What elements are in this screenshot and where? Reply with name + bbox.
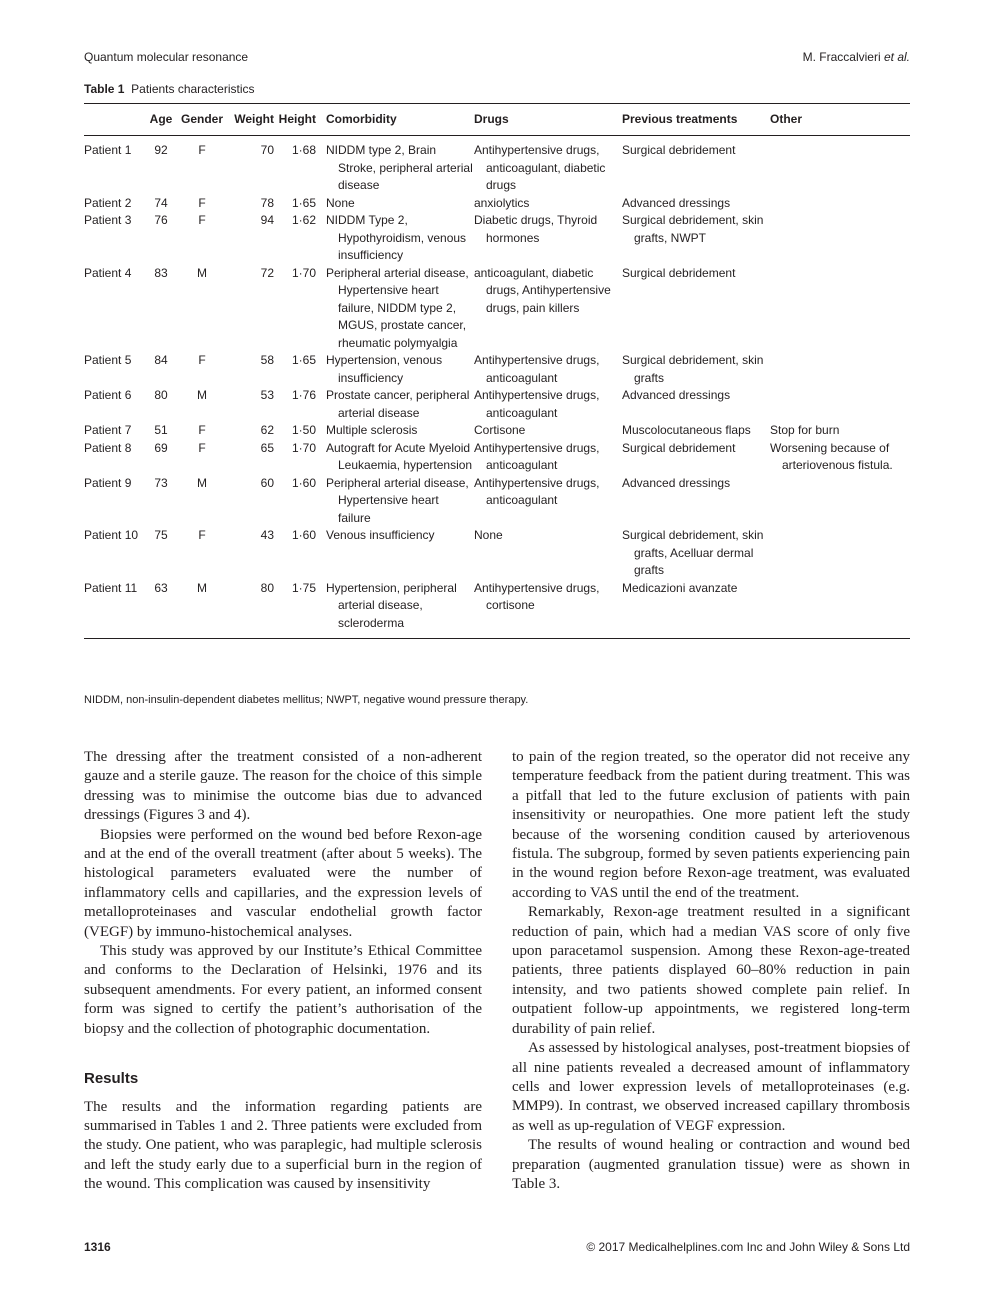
cell-comorbidity: Peripheral arterial disease, Hypertensive heart failure, NIDDM type 2, MGUS, prostate cancer, rheumatic polymyalgia	[326, 265, 469, 350]
cell-height: 1·70	[291, 440, 316, 455]
header-previous-treatments: Previous treatments	[622, 111, 738, 126]
cell-age: 80	[154, 388, 168, 402]
cell-age: 69	[154, 440, 168, 455]
cell-age: 92	[154, 143, 168, 157]
cell-other	[770, 212, 910, 265]
cell-weight: 80	[260, 580, 274, 595]
cell-other	[770, 527, 910, 580]
cell-drugs: Antihypertensive drugs, anticoagulant, diabetic drugs	[474, 143, 606, 192]
cell-drugs: None	[474, 528, 503, 542]
cell-patient: Patient 9	[84, 475, 132, 490]
header-comorbidity: Comorbidity	[326, 111, 397, 126]
cell-height: 1·60	[291, 475, 316, 490]
cell-weight: 53	[260, 388, 274, 402]
cell-patient: Patient 5	[84, 353, 132, 367]
header-drugs: Drugs	[474, 111, 509, 126]
right-column	[512, 748, 910, 1194]
cell-other	[770, 352, 910, 387]
table-label: Table 1	[84, 82, 125, 96]
page-number: 1316	[84, 1240, 111, 1254]
cell-gender: F	[198, 353, 206, 367]
cell-previous-treatments: Surgical debridement	[622, 440, 736, 455]
cell-previous-treatments: Surgical debridement, skin grafts, NWPT	[622, 213, 764, 245]
cell-patient: Patient 6	[84, 388, 132, 402]
cell-other	[770, 475, 910, 528]
cell-gender: F	[198, 195, 206, 210]
running-head	[84, 50, 910, 68]
results-heading: Results	[84, 1070, 139, 1088]
body-paragraph: Remarkably, Rexon-age treatment resulted in a significant reduction of pain, which had a median VAS score of only five upon paracetamol suspension. Among these Rexon-age-treated patients, three patients displayed 60–80% reduction in pain intensity, and two patients showed complete pain relief. In outpatient follow-up appointments, we registered long-term durability of pain relief.	[512, 904, 910, 1037]
cell-age: 63	[154, 580, 168, 595]
table-row	[84, 387, 910, 422]
cell-previous-treatments: Medicazioni avanzate	[622, 580, 738, 595]
cell-weight: 94	[260, 213, 274, 227]
cell-gender: M	[197, 388, 207, 402]
cell-gender: F	[198, 423, 206, 437]
cell-other: Stop for burn	[770, 423, 840, 437]
cell-previous-treatments: Advanced dressings	[622, 388, 731, 402]
table-row	[84, 136, 910, 195]
cell-gender: F	[198, 528, 206, 542]
cell-weight: 70	[260, 143, 274, 157]
table-row	[84, 527, 910, 580]
table-row	[84, 422, 910, 440]
cell-comorbidity: Prostate cancer, peripheral arterial disease	[326, 388, 470, 420]
table-row	[84, 440, 910, 475]
left-column	[84, 748, 482, 1195]
cell-comorbidity: Peripheral arterial disease, Hypertensive heart failure	[326, 475, 469, 525]
cell-age: 73	[154, 475, 168, 490]
cell-drugs: Diabetic drugs, Thyroid hormones	[474, 213, 598, 245]
cell-weight: 62	[260, 423, 274, 437]
cell-height: 1·62	[291, 213, 316, 227]
cell-gender: F	[198, 213, 206, 227]
table-row	[84, 475, 910, 528]
header-patient	[84, 104, 146, 136]
table-row	[84, 265, 910, 353]
cell-gender: F	[198, 440, 206, 455]
cell-patient: Patient 7	[84, 423, 132, 437]
body-paragraph: The results and the information regarding patients are summarised in Tables 1 and 2. Three patients were excluded from the study. One patient, who was paraplegic, had multiple sclerosis and left the study early due to a superficial burn in the region of the wound. This complication was caused by insensitivity	[84, 1098, 482, 1193]
cell-drugs: anticoagulant, diabetic drugs, Antihypertensive drugs, pain killers	[474, 265, 611, 315]
body-paragraph: The dressing after the treatment consisted of a non-adherent gauze and a sterile gauze. The reason for the choice of this simple dressing was to minimise the outcome bias due to advanced dressings (Figures 3 and 4).	[84, 749, 482, 824]
cell-comorbidity: Venous insufficiency	[326, 528, 435, 542]
cell-comorbidity: NIDDM type 2, Brain Stroke, peripheral arterial disease	[326, 143, 473, 192]
patients-table	[84, 103, 910, 639]
table-row	[84, 580, 910, 639]
cell-other	[770, 195, 910, 213]
body-paragraph: to pain of the region treated, so the operator did not receive any temperature feedback from the patient during treatment. This was a pitfall that led to the future exclusion of patients with pain insensitivity or neuropathies. One more patient left the study because of the worsening condition caused by arteriovenous fistula. The subgroup, formed by seven patients experiencing pain in the wound region before Rexon-age treatment, was evaluated according to VAS until the end of the treatment.	[512, 749, 910, 901]
cell-patient: Patient 4	[84, 265, 132, 280]
table-title: Patients characteristics	[131, 82, 255, 96]
cell-previous-treatments: Advanced dressings	[622, 195, 731, 210]
cell-other	[770, 580, 910, 639]
cell-weight: 65	[260, 440, 274, 455]
cell-drugs: anxiolytics	[474, 195, 530, 210]
cell-weight: 60	[260, 475, 274, 490]
cell-previous-treatments: Surgical debridement, skin grafts	[622, 353, 764, 385]
table-body	[84, 136, 910, 639]
cell-gender: F	[198, 143, 206, 157]
cell-other	[770, 265, 910, 353]
cell-age: 51	[154, 423, 168, 437]
cell-patient: Patient 11	[84, 580, 138, 595]
table-row	[84, 352, 910, 387]
cell-drugs: Antihypertensive drugs, anticoagulant	[474, 353, 600, 385]
cell-comorbidity: Hypertension, peripheral arterial disease, scleroderma	[326, 580, 457, 630]
cell-comorbidity: Multiple sclerosis	[326, 423, 418, 437]
cell-height: 1·60	[291, 528, 316, 542]
author-running-head: M. Fraccalvieri et al.	[802, 50, 910, 64]
cell-previous-treatments: Surgical debridement	[622, 265, 736, 280]
cell-patient: Patient 10	[84, 528, 139, 542]
header-weight: Weight	[234, 111, 274, 126]
cell-patient: Patient 3	[84, 213, 132, 227]
header-other: Other	[770, 111, 803, 126]
table-caption	[84, 82, 255, 96]
table-footnote: NIDDM, non-insulin-dependent diabetes mellitus; NWPT, negative wound pressure therapy.	[84, 694, 529, 706]
cell-patient: Patient 2	[84, 195, 132, 210]
cell-other	[770, 136, 910, 195]
cell-drugs: Antihypertensive drugs, cortisone	[474, 580, 600, 612]
patients-table-container	[84, 103, 910, 639]
cell-height: 1·68	[291, 143, 316, 157]
cell-weight: 58	[260, 353, 274, 367]
cell-weight: 43	[260, 528, 274, 542]
header-gender: Gender	[180, 111, 223, 126]
journal-section-title: Quantum molecular resonance	[84, 50, 249, 64]
cell-patient: Patient 8	[84, 440, 132, 455]
table-row	[84, 212, 910, 265]
cell-previous-treatments: Surgical debridement	[622, 143, 736, 157]
copyright-notice: © 2017 Medicalhelplines.com Inc and John Wiley & Sons Ltd	[586, 1240, 910, 1254]
header-age: Age	[149, 111, 173, 126]
table-header-row	[84, 104, 910, 136]
body-paragraph: Biopsies were performed on the wound bed before Rexon-age and at the end of the overall treatment (after about 5 weeks). The histological parameters evaluated were the number of inflammatory cells and capillaries, and the expression levels of metalloproteinases and vascular endothelial growth factor (VEGF) by immuno-histochemical analyses.	[84, 826, 482, 940]
cell-height: 1·76	[291, 388, 316, 402]
cell-age: 74	[154, 195, 168, 210]
cell-drugs: Cortisone	[474, 423, 526, 437]
body-paragraph: As assessed by histological analyses, post-treatment biopsies of all nine patients revealed a decreased amount of inflammatory cells and lower expression levels of metalloproteinases (e.g. MMP9). In contrast, we observed increased capillary thrombosis as well as up-regulation of VEGF expression.	[512, 1040, 910, 1134]
cell-gender: M	[197, 265, 207, 280]
table-row	[84, 195, 910, 213]
cell-height: 1·70	[291, 265, 316, 280]
cell-drugs: Antihypertensive drugs, anticoagulant	[474, 475, 600, 507]
cell-previous-treatments: Muscolocutaneous flaps	[622, 423, 751, 437]
cell-previous-treatments: Advanced dressings	[622, 475, 731, 490]
header-height: Height	[278, 111, 316, 126]
cell-other	[770, 387, 910, 422]
cell-height: 1·65	[291, 353, 316, 367]
cell-drugs: Antihypertensive drugs, anticoagulant	[474, 388, 600, 420]
body-paragraph: The results of wound healing or contraction and wound bed preparation (augmented granulation tissue) were as shown in Table 3.	[512, 1137, 910, 1192]
cell-previous-treatments: Surgical debridement, skin grafts, Acelluar dermal grafts	[622, 528, 764, 577]
cell-age: 76	[154, 213, 168, 227]
cell-gender: M	[197, 475, 207, 490]
cell-comorbidity: Hypertension, venous insufficiency	[326, 353, 443, 385]
cell-age: 75	[154, 528, 168, 542]
cell-comorbidity: None	[326, 195, 355, 210]
cell-age: 83	[154, 265, 168, 280]
cell-height: 1·75	[291, 580, 316, 595]
cell-height: 1·65	[291, 195, 316, 210]
cell-comorbidity: Autograft for Acute Myeloid Leukaemia, hypertension	[326, 440, 473, 472]
cell-height: 1·50	[291, 423, 316, 437]
cell-gender: M	[197, 580, 207, 595]
cell-weight: 78	[260, 195, 274, 210]
cell-comorbidity: NIDDM Type 2, Hypothyroidism, venous insufficiency	[326, 213, 467, 262]
cell-drugs: Antihypertensive drugs, anticoagulant	[474, 440, 600, 472]
cell-weight: 72	[260, 265, 274, 280]
cell-other: Worsening because of arteriovenous fistula.	[770, 440, 893, 472]
cell-age: 84	[154, 353, 168, 367]
cell-patient: Patient 1	[84, 143, 132, 157]
body-paragraph: This study was approved by our Institute’s Ethical Committee and conforms to the Declaration of Helsinki, 1976 and its subsequent amendments. For every patient, an informed consent form was signed to certify the patient’s authorisation of the biopsy and the collection of photographic documentation.	[84, 943, 482, 1037]
